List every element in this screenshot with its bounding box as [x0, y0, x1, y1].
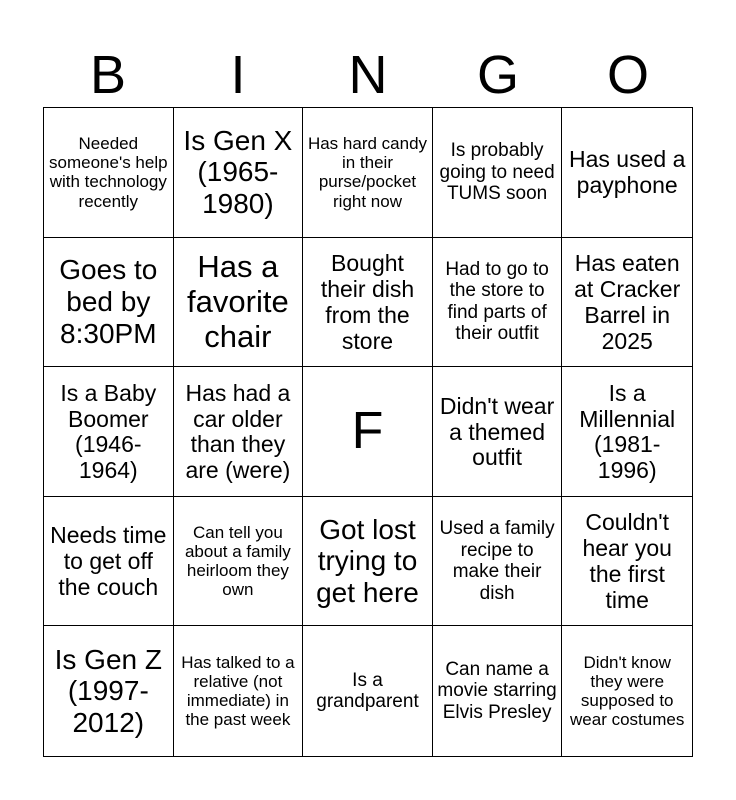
- bingo-cell[interactable]: Has a favorite chair: [174, 238, 304, 368]
- bingo-cell[interactable]: Didn't wear a themed outfit: [433, 367, 563, 497]
- bingo-cell[interactable]: Has had a car older than they are (were): [174, 367, 304, 497]
- bingo-cell[interactable]: Is Gen X (1965-1980): [174, 108, 304, 238]
- header-letter-b: B: [89, 45, 127, 105]
- bingo-cell[interactable]: Is a grandparent: [303, 626, 433, 756]
- bingo-cell[interactable]: Has hard candy in their purse/pocket right now: [303, 108, 433, 238]
- free-space-cell[interactable]: F: [303, 367, 433, 497]
- bingo-cell[interactable]: Had to go to the store to find parts of their outfit: [433, 238, 563, 368]
- bingo-cell[interactable]: Is Gen Z (1997-2012): [44, 626, 174, 756]
- bingo-cell[interactable]: Got lost trying to get here: [303, 497, 433, 627]
- bingo-cell[interactable]: Has talked to a relative (not immediate) in the past week: [174, 626, 304, 756]
- bingo-cell[interactable]: Needed someone's help with technology recently: [44, 108, 174, 238]
- bingo-board: [43, 107, 693, 757]
- bingo-header: [43, 44, 693, 106]
- header-letter-n: N: [348, 45, 388, 105]
- bingo-cell[interactable]: Has used a payphone: [562, 108, 692, 238]
- bingo-cell[interactable]: Can tell you about a family heirloom they own: [174, 497, 304, 627]
- bingo-cell[interactable]: Used a family recipe to make their dish: [433, 497, 563, 627]
- header-letter-i: I: [230, 45, 246, 105]
- bingo-cell[interactable]: Is a Baby Boomer (1946-1964): [44, 367, 174, 497]
- bingo-cell[interactable]: Can name a movie starring Elvis Presley: [433, 626, 563, 756]
- bingo-cell[interactable]: Has eaten at Cracker Barrel in 2025: [562, 238, 692, 368]
- bingo-cell[interactable]: Couldn't hear you the first time: [562, 497, 692, 627]
- bingo-cell[interactable]: Goes to bed by 8:30PM: [44, 238, 174, 368]
- bingo-cell[interactable]: Is a Millennial (1981-1996): [562, 367, 692, 497]
- header-letter-g: G: [476, 45, 519, 105]
- bingo-cell[interactable]: Needs time to get off the couch: [44, 497, 174, 627]
- bingo-cell[interactable]: Didn't know they were supposed to wear costumes: [570, 652, 685, 730]
- bingo-cell[interactable]: Bought their dish from the store: [303, 238, 433, 368]
- header-letter-o: O: [606, 45, 649, 105]
- bingo-cell[interactable]: Is probably going to need TUMS soon: [433, 108, 563, 238]
